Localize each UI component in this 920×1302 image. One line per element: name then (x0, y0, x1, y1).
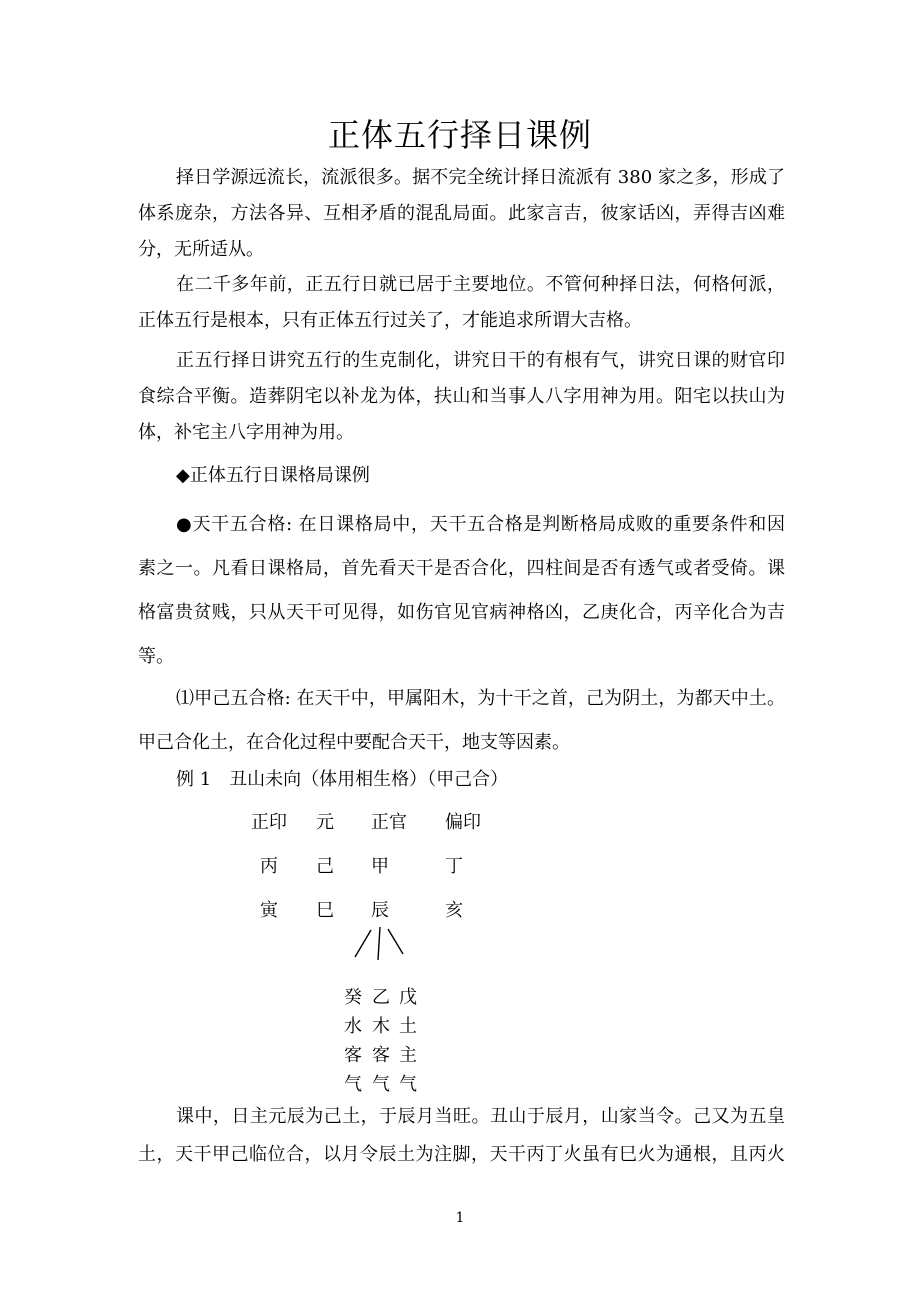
pillar-stem: 丙 (260, 856, 278, 877)
hidden-stem-element: 水 (344, 1016, 362, 1037)
pillar-branch: 寅 (260, 900, 278, 921)
pillar-role: 元 (316, 812, 334, 833)
branch-line-right (388, 929, 403, 954)
text-line: ⑴甲己五合格: 在天干中，甲属阳木，为十干之首，己为阴土，为都天中土。 (176, 688, 785, 709)
hidden-stem: 乙 (372, 987, 390, 1008)
hidden-stem-qi: 主 (399, 1045, 417, 1066)
pillar-stem: 甲 (371, 856, 389, 877)
pillar-branch: 巳 (316, 900, 334, 921)
hidden-stem-qi: 气 (399, 1074, 417, 1095)
text-line: 课中，日主元辰为己土，于辰月当旺。丑山于辰月，山家当令。己又为五皇 (176, 1106, 785, 1127)
text-line: 食综合平衡。造葬阴宅以补龙为体，扶山和当事人八字用神为用。阳宅以扶山为 (138, 386, 785, 407)
section-heading: ◆正体五行日课格局课例 (176, 465, 370, 486)
page-title: 正体五行择日课例 (327, 116, 592, 154)
hidden-stem-qi: 气 (372, 1074, 390, 1095)
text-line: 体系庞杂，方法各异、互相矛盾的混乱局面。此家言吉，彼家话凶，弄得吉凶难 (138, 203, 785, 224)
hidden-stem-qi: 客 (344, 1045, 362, 1066)
example-heading: 例 1 丑山未向（体用相生格）（甲己合） (176, 769, 509, 790)
text-line: ●天干五合格: 在日课格局中，天干五合格是判断格局成败的重要条件和因 (176, 514, 785, 535)
pillar-stem: 己 (316, 856, 334, 877)
paragraph-analysis (138, 1098, 785, 1174)
text-line: 格富贵贫贱，只从天干可见得，如伤官见官病神格凶，乙庚化合，丙辛化合为吉 (138, 602, 785, 623)
text-line: 甲己合化土，在合化过程中要配合天干，地支等因素。 (138, 732, 570, 753)
text-line: 素之一。凡看日课格局，首先看天干是否合化，四柱间是否有透气或者受倚。课 (138, 558, 785, 579)
hidden-stem: 癸 (344, 987, 362, 1008)
branch-line-middle (378, 927, 380, 960)
pillar-stem: 丁 (445, 856, 463, 877)
text-line: 择日学源远流长，流派很多。据不完全统计择日流派有 380 家之多，形成了 (176, 167, 785, 188)
page-number: 1 (455, 1210, 465, 1226)
hidden-stem-element: 木 (372, 1016, 390, 1037)
hidden-stem: 戊 (399, 987, 417, 1008)
text-line: 正体五行是根本，只有正体五行过关了，才能追求所谓大吉格。 (138, 310, 642, 331)
hidden-stem-qi: 气 (344, 1074, 362, 1095)
pillar-branch: 亥 (445, 900, 463, 921)
text-line: 在二千多年前，正五行日就已居于主要地位。不管何种择日法，何格何派， (176, 274, 785, 295)
text-line: 分，无所适从。 (138, 239, 264, 260)
pillar-role: 正印 (251, 812, 287, 833)
text-line: 等。 (138, 646, 174, 667)
text-line: 体，补宅主八字用神为用。 (138, 422, 354, 443)
pillar-branch: 辰 (371, 900, 389, 921)
text-line: 土，天干甲己临位合，以月令辰土为注脚，天干丙丁火虽有巳火为通根，且丙火 (138, 1144, 785, 1165)
branch-line-left (355, 930, 371, 957)
hidden-stem-element: 土 (399, 1016, 417, 1037)
text-line: 正五行择日讲究五行的生克制化，讲究日干的有根有气，讲究日课的财官印 (176, 350, 785, 371)
pillar-role: 偏印 (445, 812, 481, 833)
hidden-stem-qi: 客 (372, 1045, 390, 1066)
pillar-role: 正官 (371, 812, 407, 833)
